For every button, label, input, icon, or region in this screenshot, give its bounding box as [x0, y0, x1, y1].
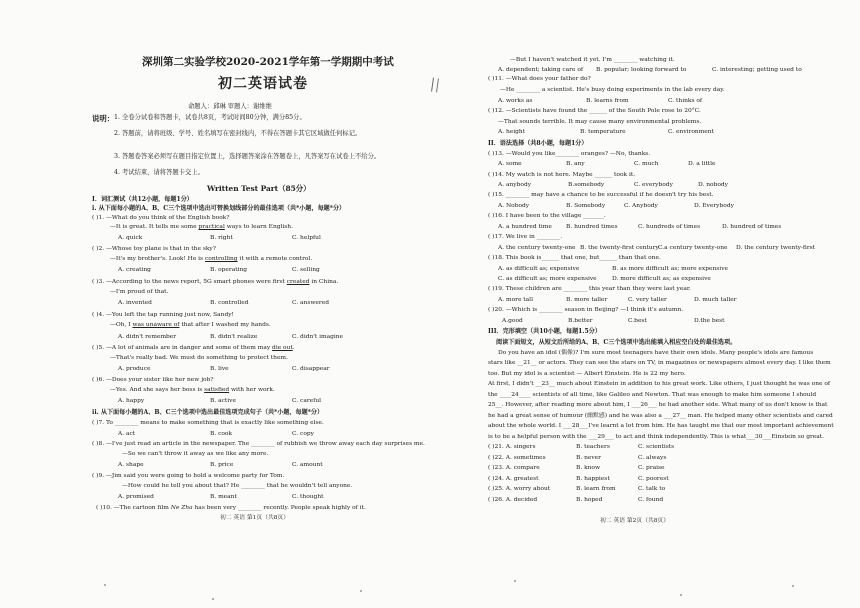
written-part-title: Written Test Part（85分） — [207, 184, 311, 193]
cloze-option: C. talk to — [638, 486, 666, 492]
option: B. popular; looking forward to — [596, 67, 687, 73]
question-stem: ( )16. I have been to the village _______. — [488, 213, 606, 219]
option: A. didn't remember — [118, 334, 177, 340]
section-one-heading: I．词汇测试（共12小题，每题1分） — [92, 196, 193, 203]
option: D. a little — [688, 161, 716, 167]
option: D. the century twenty-first — [736, 245, 816, 251]
question-stem: ( )8. —I've just read an article in the newspaper. The ________ of rubbish we throw away each day surprises me. — [92, 441, 425, 447]
passage-line: Do you have an idol (偶像)? I'm sure most teenagers have their own idols. Many people's idols are famous — [498, 350, 814, 356]
option: A. the century twenty-one — [498, 245, 576, 251]
option: A. more tall — [498, 297, 533, 303]
option: B. the twenty-first century — [580, 245, 659, 251]
option: B. any — [566, 161, 585, 167]
passage-line: is to be a helpful person with the ___29___ to act and think independently. This is what___30___Einstein so great. — [488, 434, 825, 440]
option: C. everybody — [634, 182, 673, 188]
section-two-heading: II．语法选择（共8小题，每题1分） — [488, 140, 588, 147]
cloze-option: C. scientists — [638, 444, 675, 450]
passage-line: 25__. However, after reading more about him, I ___26___ he had another side. What many of us don't know is that — [488, 402, 828, 408]
option: C. answered — [292, 300, 329, 306]
option: A. produce — [118, 366, 151, 372]
question-stem: ( )19. These children are ________ this year than they were last year. — [488, 286, 691, 292]
option: C. helpful — [292, 235, 321, 241]
cloze-option: ( )22. A. sometimes — [488, 455, 546, 461]
option: B. right — [210, 235, 233, 241]
question-stem: ( )11. —What does your father do? — [488, 76, 591, 82]
passage-line: stars like __21__ or actors. They can see the stars on TV, in magazines or newspapers almost every day. I like them — [488, 360, 831, 366]
option: B. as more difficult as; more expensive — [612, 266, 729, 272]
option: D. hundred of times — [722, 224, 782, 230]
cloze-option: C. always — [638, 455, 667, 461]
instruction-item: 3. 答题卷答案必须写在题目指定位置上，选择题答案涂在答题卷上，凡答案写在试卷上不给分。 — [114, 153, 381, 160]
cloze-option: B. know — [576, 465, 601, 471]
page-footer: 初二 英语 第1页（共8页） — [220, 515, 290, 521]
option: B. cook — [210, 431, 233, 437]
option: B.somebody — [568, 182, 605, 188]
question-stem: ( )10. —The cartoon film Ne Zha has been very ________ recently. People speak highly of it. — [96, 505, 366, 511]
option: C. very taller — [628, 297, 667, 303]
option: A. dependent; taking care of — [498, 67, 584, 73]
option: B.better — [568, 318, 593, 324]
option: B. more taller — [566, 297, 608, 303]
cloze-option: B. never — [576, 455, 601, 461]
question-stem: ( )6. —Does your sister like her new job? — [92, 377, 214, 383]
cloze-option: ( )26. A. decided — [488, 497, 538, 503]
instructions-label: 说明： — [92, 114, 115, 123]
section-three-heading: III．完形填空（共10小题，每题1.5分） — [488, 328, 601, 335]
option: A. some — [498, 161, 522, 167]
question-line: —That's really bad. We must do something to protect them. — [110, 355, 288, 361]
option: C. thought — [292, 494, 324, 500]
option: C. much — [634, 161, 659, 167]
option: C. interesting; getting used to — [712, 67, 802, 73]
cloze-option: ( )25. A. worry about — [488, 486, 551, 492]
option: C. selling — [292, 267, 320, 273]
option: C. environment — [668, 129, 714, 135]
option: A. creating — [118, 267, 151, 273]
question-stem: ( )2. —Whose toy plane is that in the sky? — [92, 246, 216, 252]
cloze-option: C. poorest — [638, 476, 669, 482]
question-line: —But I haven't watched it yet. I'm ________ watching it. — [510, 57, 675, 63]
option: B. learns from — [586, 98, 629, 104]
exam-subtitle: 初二英语试卷 — [218, 76, 308, 92]
option: D.the best — [694, 318, 725, 324]
question-line: —How could he tell you about that? He ________ that he wouldn't tell anyone. — [122, 483, 353, 489]
scan-speck — [212, 598, 214, 600]
section-three-subheading: 阅读下面短文，从短文后所给的A、B、C三个选项中选出能填入相应空白处的最佳选项。 — [496, 339, 737, 346]
question-line: —Yes. And she says her boss is satisfied with her work. — [110, 387, 275, 393]
option: A. shape — [118, 462, 144, 468]
cloze-option: B. teachers — [576, 444, 610, 450]
cloze-option: C. found — [638, 497, 664, 503]
question-line: —He ________ a scientist. He's busy doing experiments in the lab every day. — [500, 87, 725, 93]
scan-speck — [104, 584, 106, 586]
option: B. temperature — [580, 129, 626, 135]
question-stem: ( )3. —According to the news report, 5G smart phones were first created in China. — [92, 279, 339, 285]
scan-speck — [514, 580, 516, 582]
page-footer: 初二 英语 第2页（共8页） — [600, 518, 670, 524]
question-stem: ( )14. My watch is not here. Maybe ______ took it. — [488, 172, 636, 178]
question-stem: ( )20. —Which is ________ season in Beijing? —I think it's autumn. — [488, 307, 684, 313]
question-line: —That sounds terrible. It may cause many environmental problems. — [498, 119, 702, 125]
option: C. as difficult as; more expensive — [498, 276, 597, 282]
option: A. height — [498, 129, 526, 135]
cloze-option: ( )21. A. singers — [488, 444, 536, 450]
scan-speck — [680, 594, 682, 596]
option: A. a hundred time — [498, 224, 552, 230]
option: D. much taller — [694, 297, 737, 303]
option: C.a century twenty-one — [658, 245, 728, 251]
option: C. thinks of — [668, 98, 703, 104]
instruction-item: 2. 答题前，请将班级、学号、姓名填写在密封线内，不得在答题卡其它区域做任何标记。 — [114, 130, 362, 137]
instruction-item: 1. 全卷分试卷和答题卡，试卷共8页，考试时间80分钟，满分85分。 — [114, 114, 306, 121]
passage-line: he had a great sense of humour (幽默感) and he was also a ___27__ man. He helped many other scientists and cared — [488, 413, 833, 419]
question-line: —I'm proud of that. — [110, 289, 169, 295]
question-line: —Oh, I was unaware of that after I washed my hands. — [110, 322, 271, 328]
question-stem: ( )15. ________ may have a chance to be successful if he doesn't try his best. — [488, 192, 714, 198]
question-line: —It's my brother's. Look! He is controlling it with a remote control. — [110, 256, 313, 262]
question-stem: ( )1. —What do you think of the English book? — [92, 215, 230, 221]
option: C. amount — [292, 462, 323, 468]
section-one-i-heading: i. 从下面每小题的A、B、C三个选项中选出可替换划线部分的最佳选项（共*小题，每题*分） — [92, 205, 346, 212]
option: A. happy — [118, 398, 145, 404]
option: A. works as — [498, 98, 533, 104]
option: B. didn't realize — [210, 334, 258, 340]
option: D. nobody — [698, 182, 729, 188]
question-stem: ( )18. This book is______ that one, but______ than that one. — [488, 255, 661, 261]
option: A. promised — [118, 494, 154, 500]
option: A. invented — [118, 300, 152, 306]
option: C. disappear — [292, 366, 330, 372]
option: B. live — [210, 366, 229, 372]
exam-title: 深圳第二实验学校2020-2021学年第一学期期中考试 — [142, 56, 394, 68]
option: C. didn't imagine — [292, 334, 344, 340]
question-stem: ( )7. To ________ means to make something that is exactly like something else. — [92, 420, 324, 426]
section-one-ii-heading: ii. 从下面每小题的A、B、C三个选项中选出最佳选项完成句子（共*小题，每题*分） — [92, 409, 324, 416]
passage-line: the ____24____ scientists of all time, like Galileo and Newton. That was enough to make him someone I should — [488, 392, 817, 398]
question-stem: ( )17. We live in ________. — [488, 234, 563, 240]
question-line: —So we can't throw it away as we like any more. — [122, 451, 269, 457]
cloze-option: ( )24. A. greatest — [488, 476, 539, 482]
option: B. price — [210, 462, 234, 468]
option: B. active — [210, 398, 236, 404]
option: C. hundreds of times — [638, 224, 701, 230]
option: A. anybody — [498, 182, 532, 188]
cloze-option: B. happiest — [576, 476, 610, 482]
question-stem: ( )13. —Would you like________ oranges? —No, thanks. — [488, 151, 651, 157]
option: B. controlled — [210, 300, 249, 306]
scan-speck — [360, 590, 362, 592]
option: C. copy — [292, 431, 314, 437]
option: D. Everybody — [694, 203, 734, 209]
option: B. Somebody — [566, 203, 606, 209]
passage-line: At first, I didn't __23__ much about Einstein in addition to his great work. Like others, I just thought he was one of — [488, 381, 831, 387]
question-line: —It is great. It tells me some practical ways to learn English. — [110, 224, 293, 230]
option: B. meant — [210, 494, 237, 500]
cloze-option: B. hoped — [576, 497, 603, 503]
scan-speck — [792, 585, 794, 587]
instruction-item: 4. 考试结束，请将答题卡交上。 — [114, 169, 204, 176]
option: A. act — [118, 431, 136, 437]
cloze-option: B. learn from — [576, 486, 616, 492]
option: A. quick — [118, 235, 143, 241]
question-stem: ( )9. —Jim said you were going to hold a welcome party for Tom. — [92, 473, 285, 479]
exam-authors: 命题人：邱琳 审题人：谢维维 — [188, 103, 272, 110]
option: A. Nobody — [498, 203, 530, 209]
option: C.best — [628, 318, 647, 324]
option: B. hundred times — [566, 224, 618, 230]
option: D. more difficult as; as expensive — [612, 276, 711, 282]
cloze-option: C. praise — [638, 465, 665, 471]
question-stem: ( )4. —You left the tap running just now, Sandy! — [92, 312, 234, 318]
question-stem: ( )5. —A lot of animals are in danger and some of them may die out. — [92, 345, 295, 351]
option: A.good — [502, 318, 523, 324]
passage-line: too. But my idol is a scientist — Albert Einstein. He is 22 my hero. — [488, 371, 686, 377]
cloze-option: ( )23. A. compare — [488, 465, 540, 471]
option: B. operating — [210, 267, 248, 273]
passage-line: about the whole world. I ___28___I've learnt a lot from him. He has taught me that our most important achievement — [488, 423, 834, 429]
option: A. as difficult as; expensive — [498, 266, 580, 272]
question-stem: ( )12. —Scientists have found the ______ of the South Pole rose to 20°C. — [488, 108, 701, 114]
option: C. Anybody — [624, 203, 658, 209]
option: C. careful — [292, 398, 322, 404]
